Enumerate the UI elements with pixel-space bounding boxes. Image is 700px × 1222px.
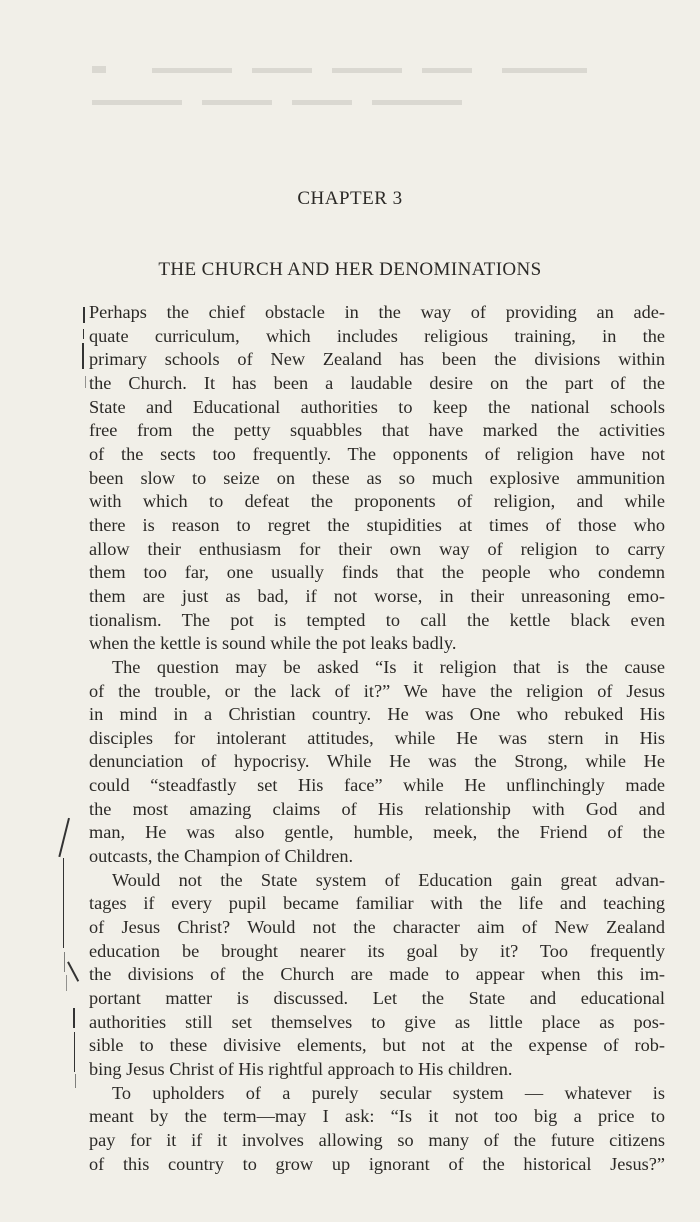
text-line: disciples for intolerant attitudes, while He was stern in His xyxy=(89,727,665,748)
chapter-title: THE CHURCH AND HER DENOMINATIONS xyxy=(158,259,542,280)
text-line: the Church. It has been a laudable desire on the part of the xyxy=(89,372,665,393)
text-line: portant matter is discussed. Let the State and educational xyxy=(89,988,665,1009)
text-line: quate curriculum, which includes religious training, in the xyxy=(89,325,665,346)
text-line: of this country to grow up ignorant of the historical Jesus?” xyxy=(89,1153,665,1174)
text-line: with which to defeat the proponents of religion, and while xyxy=(89,491,665,512)
text-line: when the kettle is sound while the pot leaks badly. xyxy=(89,633,457,654)
text-line: sible to these divisive elements, but not at the expense of rob- xyxy=(89,1035,665,1056)
text-line: outcasts, the Champion of Children. xyxy=(89,846,354,867)
margin-mark xyxy=(82,343,84,369)
text-line: bing Jesus Christ of His rightful approach to His children. xyxy=(89,1059,513,1079)
text-line: denunciation of hypocrisy. While He was the Strong, while He xyxy=(89,751,665,772)
text-line: allow their enthusiasm for their own way of religion to carry xyxy=(89,538,665,559)
text-line: of the sects too frequently. The opponents of religion have not xyxy=(89,443,665,464)
margin-mark xyxy=(73,1008,75,1028)
margin-mark xyxy=(74,1032,75,1072)
paragraph xyxy=(89,869,665,1082)
text-line: the most amazing claims of His relationship with God and xyxy=(89,798,665,819)
paragraph xyxy=(89,301,665,656)
text-line: free from the petty squabbles that have marked the activities xyxy=(89,420,665,441)
margin-mark xyxy=(83,329,84,339)
text-line: them are just as bad, if not worse, in their unreasoning emo- xyxy=(89,585,665,606)
text-line: authorities still set themselves to give as little place as pos- xyxy=(89,1011,665,1032)
margin-mark xyxy=(58,818,69,857)
margin-mark xyxy=(83,307,85,323)
text-line: tionalism. The pot is tempted to call the kettle black even xyxy=(89,609,665,630)
text-line: Perhaps the chief obstacle in the way of providing an ade- xyxy=(89,302,665,322)
text-line: could “steadfastly set His face” while He unflinchingly made xyxy=(89,775,665,796)
margin-mark xyxy=(85,376,86,388)
text-line: primary schools of New Zealand has been the divisions within xyxy=(89,349,665,370)
text-line: of Jesus Christ? Would not the character aim of New Zealand xyxy=(89,917,665,938)
margin-mark xyxy=(66,975,67,991)
margin-mark xyxy=(75,1074,76,1088)
text-line: education be brought nearer its goal by it? Too frequently xyxy=(89,940,665,961)
text-line: them too far, one usually finds that the people who condemn xyxy=(89,562,665,583)
text-line: the divisions of the Church are made to appear when this im- xyxy=(89,964,665,985)
text-line: been slow to seize on these as so much explosive ammunition xyxy=(89,467,665,488)
show-through-text xyxy=(92,62,592,122)
text-line: pay for it if it involves allowing so many of the future citizens xyxy=(89,1129,665,1150)
text-line: Would not the State system of Education gain great advan- xyxy=(112,869,665,890)
text-line: tages if every pupil became familiar with the life and teaching xyxy=(89,893,665,914)
paragraph xyxy=(89,656,665,869)
body-text xyxy=(89,301,665,1176)
margin-mark xyxy=(64,952,65,972)
text-line: State and Educational authorities to keep the national schools xyxy=(89,396,665,417)
text-line: in mind in a Christian country. He was One who rebuked His xyxy=(89,704,665,725)
paragraph xyxy=(89,1082,665,1177)
text-line: meant by the term—may I ask: “Is it not too big a price to xyxy=(89,1106,665,1127)
text-line: there is reason to regret the stupidities at times of those who xyxy=(89,514,665,535)
text-line: To upholders of a purely secular system — whatever is xyxy=(112,1082,665,1103)
margin-mark xyxy=(67,962,79,982)
margin-mark xyxy=(63,858,64,948)
text-line: of the trouble, or the lack of it?” We have the religion of Jesus xyxy=(89,680,665,701)
chapter-number: CHAPTER 3 xyxy=(297,188,403,209)
text-line: man, He was also gentle, humble, meek, the Friend of the xyxy=(89,822,665,843)
text-line: The question may be asked “Is it religion that is the cause xyxy=(112,656,665,677)
